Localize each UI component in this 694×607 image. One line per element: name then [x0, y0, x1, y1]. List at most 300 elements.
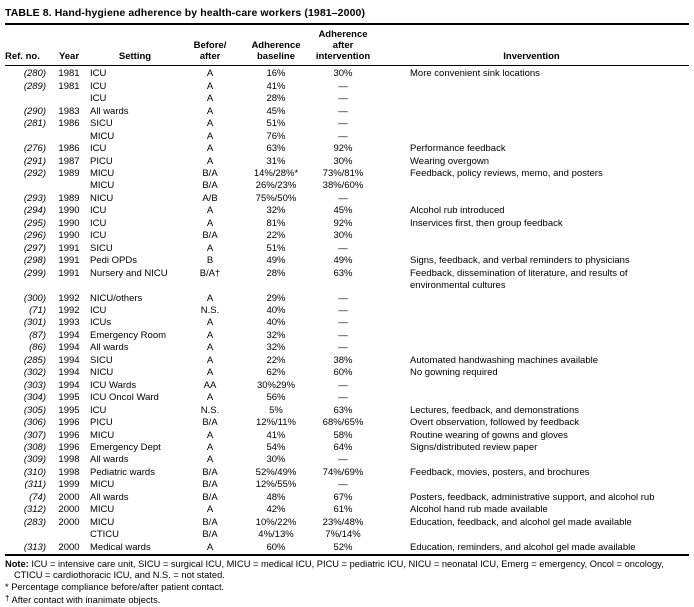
cell-adherence-after: — — [338, 479, 348, 491]
footnote-note — [5, 559, 689, 582]
cell-year — [50, 180, 88, 192]
cell-intervention: Feedback, dissemination of literature, and results of environmental cultures — [410, 267, 628, 292]
cell-intervention — [374, 118, 689, 130]
cell-adherence-baseline: 51% — [266, 242, 286, 254]
cell-year: 1986 — [58, 118, 80, 130]
dagger-symbol: † — [5, 594, 10, 604]
footnote-note-text: ICU = intensive care unit, SICU = surgical ICU, MICU = medical ICU, PICU = pediatric ICU, NICU = neonatal ICU, Emerg = emergency, Oncol = oncology, CTICU = cardiothoracic ICU, and N.S. = not stated. — [14, 559, 664, 581]
cell-adherence-after: — — [338, 329, 348, 341]
cell-adherence-baseline: 4%/13% — [258, 529, 294, 541]
cell-ref-no: (280) — [23, 68, 46, 80]
cell-before-after: N.S. — [200, 404, 220, 416]
cell-adherence-after: 52% — [333, 541, 353, 553]
cell-adherence-after: — — [338, 317, 348, 329]
cell-intervention — [374, 330, 689, 342]
table-row — [5, 454, 689, 466]
table-row — [5, 243, 689, 255]
cell-setting: ICU — [90, 80, 107, 92]
table-row — [5, 305, 689, 317]
cell-adherence-baseline: 32% — [266, 329, 286, 341]
table-row — [5, 479, 689, 491]
cell-setting: ICU — [90, 404, 107, 416]
cell-before-after: A — [206, 504, 214, 516]
table-row — [5, 380, 689, 392]
cell-adherence-baseline: 26%/23% — [255, 180, 297, 192]
cell-setting: MICU — [90, 168, 115, 180]
cell-adherence-after: — — [338, 80, 348, 92]
cell-before-after: N.S. — [200, 305, 220, 316]
cell-before-after: B/A — [202, 417, 218, 429]
cell-year: 1995 — [58, 404, 80, 416]
cell-year: 1998 — [58, 466, 80, 478]
table-row — [5, 355, 689, 367]
cell-intervention: Signs, feedback, and verbal reminders to physicians — [410, 255, 630, 267]
cell-before-after: A — [206, 392, 214, 404]
cell-ref-no: (313) — [23, 541, 46, 553]
table-row — [5, 430, 689, 442]
cell-before-after: AA — [203, 379, 217, 391]
cell-intervention: Lectures, feedback, and demonstrations — [410, 404, 579, 416]
cell-intervention — [374, 454, 689, 466]
cell-year: 1983 — [58, 105, 80, 117]
table-row — [5, 417, 689, 429]
cell-year — [50, 529, 88, 541]
cell-adherence-baseline: 10%/22% — [255, 516, 297, 528]
cell-adherence-baseline: 12%/11% — [256, 417, 296, 429]
cell-ref-no: (303) — [23, 379, 46, 391]
cell-adherence-after: 64% — [333, 441, 353, 453]
cell-before-after: A — [206, 317, 214, 329]
cell-adherence-after: — — [338, 305, 348, 316]
cell-year: 1989 — [58, 168, 80, 180]
cell-setting: MICU — [90, 130, 115, 142]
cell-year: 1996 — [58, 429, 80, 441]
cell-before-after: B/A — [202, 491, 218, 503]
cell-year: 1994 — [58, 354, 80, 366]
cell-year: 1991 — [58, 255, 80, 267]
cell-adherence-baseline: 49% — [266, 255, 286, 267]
cell-setting: Nursery and NICU — [90, 267, 168, 279]
cell-intervention: Automated handwashing machines available — [410, 354, 599, 366]
table-row — [5, 180, 689, 192]
cell-before-after: B/A — [202, 516, 218, 528]
cell-ref-no: (289) — [23, 80, 46, 92]
footnote-dagger — [5, 593, 689, 606]
cell-before-after: A — [206, 118, 214, 130]
cell-setting: SICU — [90, 354, 113, 366]
cell-ref-no — [5, 180, 50, 192]
cell-ref-no: (295) — [23, 217, 46, 229]
cell-adherence-after: 7%/14% — [325, 529, 361, 541]
cell-setting: Medical wards — [90, 541, 151, 553]
cell-adherence-after: 74%/69% — [322, 466, 364, 478]
cell-ref-no: (302) — [23, 367, 46, 379]
cell-before-after: B/A — [202, 466, 218, 478]
table-row — [5, 118, 689, 130]
col-header-year: Year — [50, 25, 88, 66]
cell-year: 2000 — [58, 541, 80, 553]
cell-adherence-baseline: 28% — [266, 267, 286, 279]
cell-intervention: Inservices first, then group feedback — [410, 217, 563, 229]
cell-adherence-after: 60% — [333, 367, 353, 379]
cell-adherence-after: 30% — [333, 68, 353, 80]
table-row — [5, 392, 689, 404]
cell-setting: MICU — [90, 504, 115, 516]
cell-intervention — [374, 529, 689, 541]
col-header-ref-no: Ref. no. — [5, 25, 50, 66]
cell-intervention: Wearing overgown — [410, 155, 490, 167]
cell-ref-no: (71) — [29, 305, 46, 316]
cell-adherence-baseline: 40% — [266, 305, 286, 316]
cell-intervention — [374, 180, 689, 192]
cell-ref-no: (310) — [23, 466, 46, 478]
cell-setting: ICU Oncol Ward — [90, 392, 159, 404]
cell-intervention: Education, reminders, and alcohol gel made available — [410, 541, 636, 553]
cell-year: 1994 — [58, 329, 80, 341]
cell-intervention — [374, 293, 689, 305]
cell-setting: ICU — [90, 143, 107, 155]
cell-setting: MICU — [90, 180, 115, 192]
footnote-note-label: Note: — [5, 559, 29, 570]
cell-setting: SICU — [90, 242, 113, 254]
cell-before-after: A — [206, 93, 214, 105]
cell-ref-no: (298) — [23, 255, 46, 267]
cell-adherence-baseline: 60% — [266, 541, 286, 553]
cell-intervention: Overt observation, followed by feedback — [410, 417, 579, 429]
cell-setting: Pediatric wards — [90, 466, 155, 478]
col-header-before-after: Before/ after — [180, 25, 240, 66]
cell-adherence-baseline: 14%/28%* — [253, 168, 299, 180]
cell-setting: ICU — [90, 93, 107, 105]
cell-adherence-baseline: 12%/55% — [255, 479, 297, 491]
table-row — [5, 205, 689, 217]
cell-year: 2000 — [58, 516, 80, 528]
cell-ref-no: (281) — [23, 118, 46, 130]
cell-ref-no: (299) — [23, 267, 46, 279]
cell-adherence-baseline: 76% — [266, 130, 286, 142]
cell-intervention: Education, feedback, and alcohol gel made available — [410, 516, 632, 528]
cell-ref-no: (305) — [23, 404, 46, 416]
cell-ref-no: (312) — [23, 504, 46, 516]
cell-adherence-baseline: 40% — [266, 317, 286, 329]
cell-before-after: A — [206, 68, 214, 80]
cell-ref-no: (304) — [23, 392, 46, 404]
cell-year: 1987 — [58, 155, 80, 167]
cell-year: 1995 — [58, 392, 80, 404]
cell-intervention — [374, 479, 689, 491]
table-row — [5, 442, 689, 454]
cell-before-after: A — [206, 441, 214, 453]
table-row — [5, 367, 689, 379]
cell-setting: ICU — [90, 205, 107, 217]
table-row — [5, 504, 689, 516]
cell-year: 1990 — [58, 205, 80, 217]
cell-year: 1981 — [58, 68, 80, 80]
cell-adherence-after: 92% — [333, 217, 353, 229]
cell-year: 1993 — [58, 317, 80, 329]
col-header-intervention: Invervention — [374, 25, 689, 66]
cell-ref-no: (290) — [23, 105, 46, 117]
cell-ref-no: (300) — [23, 292, 46, 304]
cell-adherence-baseline: 48% — [266, 491, 286, 503]
cell-setting: ICU — [90, 68, 107, 80]
cell-before-after: A — [206, 541, 214, 553]
cell-adherence-baseline: 45% — [266, 105, 286, 117]
cell-adherence-after: 30% — [333, 230, 353, 242]
cell-before-after: A — [206, 242, 214, 254]
cell-adherence-baseline: 41% — [266, 80, 286, 92]
table-title: TABLE 8. Hand-hygiene adherence by health-care workers (1981–2000) — [5, 7, 366, 19]
cell-before-after: A — [206, 205, 214, 217]
table-row — [5, 156, 689, 168]
cell-ref-no: (285) — [23, 354, 46, 366]
cell-adherence-baseline: 22% — [266, 230, 286, 242]
cell-adherence-baseline: 54% — [266, 441, 286, 453]
table-row — [5, 268, 689, 293]
cell-adherence-baseline: 81% — [266, 217, 286, 229]
footnote-dagger-text: After contact with inanimate objects. — [11, 595, 161, 606]
col-header-adherence-after: Adherence after intervention — [312, 25, 374, 66]
cell-year: 1991 — [58, 242, 80, 254]
cell-adherence-after: — — [338, 192, 348, 204]
cell-intervention: More convenient sink locations — [410, 68, 540, 80]
cell-setting: ICUs — [90, 317, 112, 329]
header-row — [5, 25, 689, 66]
cell-ref-no — [5, 131, 50, 143]
cell-intervention: Feedback, movies, posters, and brochures — [410, 466, 590, 478]
table-row — [5, 131, 689, 143]
cell-ref-no: (74) — [29, 491, 46, 503]
cell-ref-no: (306) — [23, 417, 46, 429]
cell-intervention — [374, 243, 689, 255]
cell-setting: ICU — [90, 305, 107, 316]
cell-adherence-after: — — [338, 105, 348, 117]
cell-adherence-after: 61% — [333, 504, 353, 516]
table-row — [5, 193, 689, 205]
cell-adherence-after: 38% — [333, 354, 353, 366]
cell-before-after: B/A — [202, 180, 218, 192]
cell-year: 1992 — [58, 305, 80, 316]
cell-setting: CTICU — [90, 529, 120, 541]
table-row — [5, 168, 689, 180]
cell-setting: Emergency Room — [90, 329, 167, 341]
cell-adherence-baseline: 52%/49% — [255, 466, 297, 478]
cell-ref-no: (292) — [23, 168, 46, 180]
footnotes — [5, 556, 689, 607]
cell-adherence-after: — — [338, 118, 348, 130]
cell-ref-no: (291) — [23, 155, 46, 167]
cell-adherence-after: — — [338, 292, 348, 304]
cell-adherence-baseline: 29% — [266, 292, 286, 304]
cell-setting: MICU — [90, 429, 115, 441]
cell-setting: NICU — [90, 192, 114, 204]
cell-year: 1998 — [58, 454, 80, 466]
cell-ref-no: (86) — [29, 342, 46, 354]
cell-ref-no: (87) — [29, 329, 46, 341]
table-row — [5, 330, 689, 342]
col-header-setting: Setting — [88, 25, 180, 66]
cell-before-after: B — [206, 255, 214, 267]
table-row — [5, 492, 689, 504]
cell-before-after: A — [206, 454, 214, 466]
cell-setting: ICU — [90, 217, 107, 229]
cell-before-after: A — [206, 429, 214, 441]
hand-hygiene-adherence-table — [5, 25, 689, 556]
cell-before-after: A — [206, 130, 214, 142]
cell-before-after: A — [206, 217, 214, 229]
cell-intervention — [374, 317, 689, 329]
cell-setting: MICU — [90, 479, 115, 491]
cell-intervention — [374, 230, 689, 242]
cell-year: 1989 — [58, 192, 80, 204]
cell-ref-no: (308) — [23, 441, 46, 453]
cell-adherence-after: 73%/81% — [322, 168, 364, 180]
col-header-adherence-baseline: Adherence baseline — [240, 25, 312, 66]
cell-before-after: A — [206, 105, 214, 117]
cell-adherence-baseline: 75%/50% — [255, 192, 297, 204]
cell-adherence-after: — — [338, 93, 348, 105]
table-row — [5, 66, 689, 81]
cell-intervention — [374, 131, 689, 143]
cell-intervention — [374, 193, 689, 205]
table-row — [5, 255, 689, 267]
cell-setting: ICU Wards — [90, 379, 137, 391]
cell-setting: All wards — [90, 454, 129, 466]
cell-intervention — [374, 392, 689, 404]
cell-adherence-after: 63% — [333, 267, 353, 279]
cell-year — [50, 131, 88, 143]
cell-before-after: A — [206, 329, 214, 341]
cell-setting: NICU — [90, 367, 114, 379]
cell-adherence-after: 68%/65% — [322, 417, 364, 429]
cell-setting: NICU/others — [90, 292, 143, 304]
cell-setting: Pedi OPDs — [90, 255, 137, 267]
cell-year: 1991 — [58, 267, 80, 279]
cell-adherence-baseline: 32% — [266, 342, 286, 354]
cell-year: 1992 — [58, 292, 80, 304]
cell-setting: SICU — [90, 118, 113, 130]
cell-year: 1996 — [58, 441, 80, 453]
cell-adherence-after: 38%/60% — [322, 180, 364, 192]
cell-setting: ICU — [90, 230, 107, 242]
cell-ref-no — [5, 93, 50, 105]
table-row — [5, 405, 689, 417]
cell-adherence-after: — — [338, 342, 348, 354]
cell-intervention — [374, 342, 689, 354]
table-row — [5, 517, 689, 529]
cell-ref-no: (293) — [23, 192, 46, 204]
cell-before-after: B/A — [202, 479, 218, 491]
cell-intervention: No gowning required — [410, 367, 498, 379]
cell-setting: PICU — [90, 417, 113, 429]
cell-before-after: B/A — [202, 529, 218, 541]
cell-adherence-after: — — [338, 392, 348, 404]
cell-ref-no: (283) — [23, 516, 46, 528]
cell-adherence-baseline: 62% — [266, 367, 286, 379]
cell-adherence-after: 30% — [333, 155, 353, 167]
cell-setting: All wards — [90, 342, 129, 354]
cell-ref-no: (307) — [23, 429, 46, 441]
cell-before-after: B/A† — [199, 267, 221, 279]
cell-intervention — [374, 380, 689, 392]
cell-adherence-baseline: 56% — [266, 392, 286, 404]
cell-adherence-baseline: 30% — [266, 454, 286, 466]
table-header — [5, 25, 689, 66]
cell-setting: MICU — [90, 516, 115, 528]
cell-intervention — [374, 93, 689, 105]
footnote-asterisk — [5, 582, 689, 593]
cell-ref-no: (309) — [23, 454, 46, 466]
cell-ref-no: (297) — [23, 242, 46, 254]
cell-year: 1994 — [58, 379, 80, 391]
cell-before-after: A — [206, 80, 214, 92]
footnote-asterisk-text: Percentage compliance before/after patient contact. — [11, 581, 225, 592]
cell-intervention — [374, 106, 689, 118]
cell-year: 1994 — [58, 342, 80, 354]
table-row — [5, 230, 689, 242]
cell-setting: Emergency Dept — [90, 441, 161, 453]
table-row — [5, 317, 689, 329]
cell-adherence-after: 49% — [333, 255, 353, 267]
table-body — [5, 66, 689, 555]
cell-year — [50, 93, 88, 105]
cell-year: 1990 — [58, 217, 80, 229]
cell-setting: All wards — [90, 105, 129, 117]
cell-ref-no — [5, 529, 50, 541]
cell-ref-no: (276) — [23, 143, 46, 155]
cell-adherence-after: — — [338, 454, 348, 466]
cell-adherence-after: — — [338, 242, 348, 254]
cell-intervention — [374, 81, 689, 93]
cell-ref-no: (296) — [23, 230, 46, 242]
cell-adherence-baseline: 31% — [266, 155, 286, 167]
cell-year: 1996 — [58, 417, 80, 429]
table-row — [5, 106, 689, 118]
cell-intervention: Performance feedback — [410, 143, 506, 155]
cell-year: 1994 — [58, 367, 80, 379]
cell-before-after: B/A — [202, 230, 218, 242]
cell-adherence-baseline: 51% — [266, 118, 286, 130]
cell-adherence-after: 45% — [333, 205, 353, 217]
cell-intervention: Alcohol rub introduced — [410, 205, 505, 217]
asterisk-symbol: * — [5, 581, 9, 592]
cell-adherence-baseline: 5% — [269, 404, 283, 416]
cell-adherence-baseline: 42% — [266, 504, 286, 516]
cell-adherence-after: 23%/48% — [322, 516, 364, 528]
cell-adherence-baseline: 22% — [266, 354, 286, 366]
cell-intervention: Routine wearing of gowns and gloves — [410, 429, 568, 441]
cell-adherence-baseline: 32% — [266, 205, 286, 217]
cell-year: 1999 — [58, 479, 80, 491]
cell-intervention: Feedback, policy reviews, memo, and posters — [410, 168, 603, 180]
table-row — [5, 342, 689, 354]
cell-before-after: B/A — [202, 168, 218, 180]
table-row — [5, 143, 689, 155]
cell-adherence-after: — — [338, 379, 348, 391]
cell-before-after: A/B — [202, 192, 218, 204]
cell-adherence-baseline: 63% — [266, 143, 286, 155]
cell-year: 2000 — [58, 504, 80, 516]
cell-ref-no: (301) — [23, 317, 46, 329]
cell-adherence-baseline: 16% — [266, 68, 286, 80]
cell-adherence-baseline: 28% — [266, 93, 286, 105]
cell-before-after: A — [206, 155, 214, 167]
cell-intervention — [374, 305, 689, 317]
cell-setting: PICU — [90, 155, 113, 167]
cell-intervention: Posters, feedback, administrative support, and alcohol rub — [410, 491, 655, 503]
table-row — [5, 93, 689, 105]
table-row — [5, 293, 689, 305]
